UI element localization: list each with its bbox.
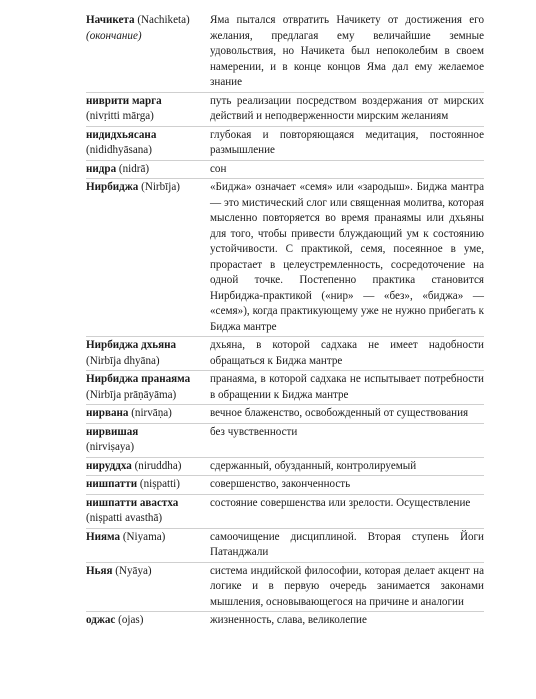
term-transliteration: (nididhyāsana)	[86, 144, 152, 156]
term-headword: ниврити марга	[86, 94, 162, 107]
glossary-entry	[86, 370, 484, 404]
glossary-entry	[86, 126, 484, 160]
glossary-page	[86, 12, 484, 630]
glossary-entry	[86, 12, 484, 92]
term-headword: Нирбиджа пранаяма	[86, 373, 191, 385]
term-transliteration: (Nyāya)	[115, 564, 152, 577]
term-transliteration: (ojas)	[118, 614, 144, 626]
glossary-entry	[86, 160, 484, 179]
entry-definition: глубокая и повторяющаяся медитация, постоянное размышление	[210, 128, 484, 156]
entry-definition: состояние совершенства или зрелости. Осуществление	[210, 496, 471, 509]
term-headword: нишпатти авастха	[86, 496, 179, 509]
term-headword: оджас	[86, 614, 116, 626]
entry-term	[86, 127, 210, 160]
entry-definition: жизненность, слава, великолепие	[210, 614, 367, 626]
term-transliteration: (nirviṣaya)	[86, 441, 135, 453]
entry-definition: сдержанный, обузданный, контролируемый	[210, 459, 417, 472]
term-transliteration: (niruddha)	[134, 459, 182, 472]
entry-definition: Яма пытался отвратить Начикету от достижения его желания, предлагая ему величайшие земные удовольствия, но Начикета был непоколебим в своем намерении, и в конце концов Яма дал ему желаемое знание	[210, 14, 484, 88]
term-transliteration: (niṣpatti)	[139, 478, 180, 490]
entry-term	[86, 476, 210, 494]
entry-definition: дхьяна, в которой садхака не имеет надобности обращаться к Биджа мантре	[210, 339, 484, 367]
glossary-entry	[86, 457, 484, 476]
term-transliteration: (nirvāṇa)	[131, 407, 172, 419]
term-headword: Нирбиджа дхьяна	[86, 339, 177, 351]
term-transliteration: (Nachiketa)	[137, 14, 190, 26]
entry-definition: сон	[210, 162, 227, 175]
term-headword: нидра	[86, 162, 117, 175]
entry-term	[86, 179, 210, 197]
term-headword: Ньяя	[86, 564, 113, 577]
entry-definition: без чувственности	[210, 425, 298, 438]
glossary-entry	[86, 178, 484, 336]
glossary-entry	[86, 562, 484, 612]
entry-term	[86, 495, 210, 528]
glossary-entry	[86, 494, 484, 528]
entry-term	[86, 529, 210, 547]
entry-term	[86, 563, 210, 581]
entry-term	[86, 371, 210, 404]
entry-term	[86, 405, 210, 423]
term-transliteration: (Niyama)	[122, 530, 166, 543]
term-headword: нишпатти	[86, 478, 138, 490]
glossary-entry	[86, 336, 484, 370]
entry-definition: самоочищение дисциплиной. Вторая ступень Йоги Патанджали	[210, 530, 484, 558]
glossary-entry	[86, 528, 484, 562]
entry-definition: путь реализации посредством воздержания от мирских действий и неподверженности мирским желаниям	[210, 94, 484, 122]
term-headword: нирвана	[86, 407, 129, 419]
entry-term	[86, 458, 210, 476]
term-headword: нидидхьясана	[86, 128, 157, 141]
glossary-entry	[86, 423, 484, 457]
term-headword: Нияма	[86, 530, 121, 543]
glossary-entry	[86, 92, 484, 126]
term-headword: Начикета	[86, 14, 135, 26]
term-transliteration: (Nirbīja prāṇāyāma)	[86, 388, 177, 401]
entry-term	[86, 93, 210, 126]
glossary-entry	[86, 611, 484, 630]
term-transliteration: (nivṛitti mārga)	[86, 110, 154, 122]
term-headword: нирвишая	[86, 425, 139, 438]
term-headword: Нирбиджа	[86, 181, 139, 193]
entry-term	[86, 161, 210, 179]
entry-term	[86, 337, 210, 370]
entry-definition: пранаяма, в которой садхака не испытывает потребности в обращении к Биджа мантре	[210, 373, 484, 401]
entry-term	[86, 424, 210, 457]
term-transliteration: (niṣpatti avasthā)	[86, 512, 163, 524]
term-note: (окончание)	[86, 29, 142, 42]
term-transliteration: (nidrā)	[118, 162, 150, 175]
entry-definition: «Биджа» означает «семя» или «зародыш». Биджа мантра — это мистический слог или священная молитва, которая мысленно повторяется во время пранаямы или дхьяны для того, чтобы привести блуждающий ум к состоянию устойчивости. С практикой, семя, посеянное в уме, прорастает в целеустремленность, сосредоточение на одной точке. Постепенно практика становится Нирбиджа-практикой («нир» — «без», «биджа» — «семя»), когда практикующему уже не нужно прибегать к Биджа мантре	[210, 181, 484, 333]
entry-term	[86, 12, 210, 45]
entry-term	[86, 612, 210, 630]
entry-definition: совершенство, законченность	[210, 478, 351, 490]
term-headword: нируддха	[86, 459, 132, 472]
term-transliteration: (Nirbīja)	[141, 181, 180, 193]
entry-definition: вечное блаженство, освобожденный от существования	[210, 407, 469, 419]
glossary-entry	[86, 404, 484, 423]
entry-definition: система индийской философии, которая делает акцент на логике и в первую очередь занимается законами мышления, основывающегося на причине и аналогии	[210, 564, 484, 608]
term-transliteration: (Nirbīja dhyāna)	[86, 354, 160, 367]
glossary-entry	[86, 475, 484, 494]
